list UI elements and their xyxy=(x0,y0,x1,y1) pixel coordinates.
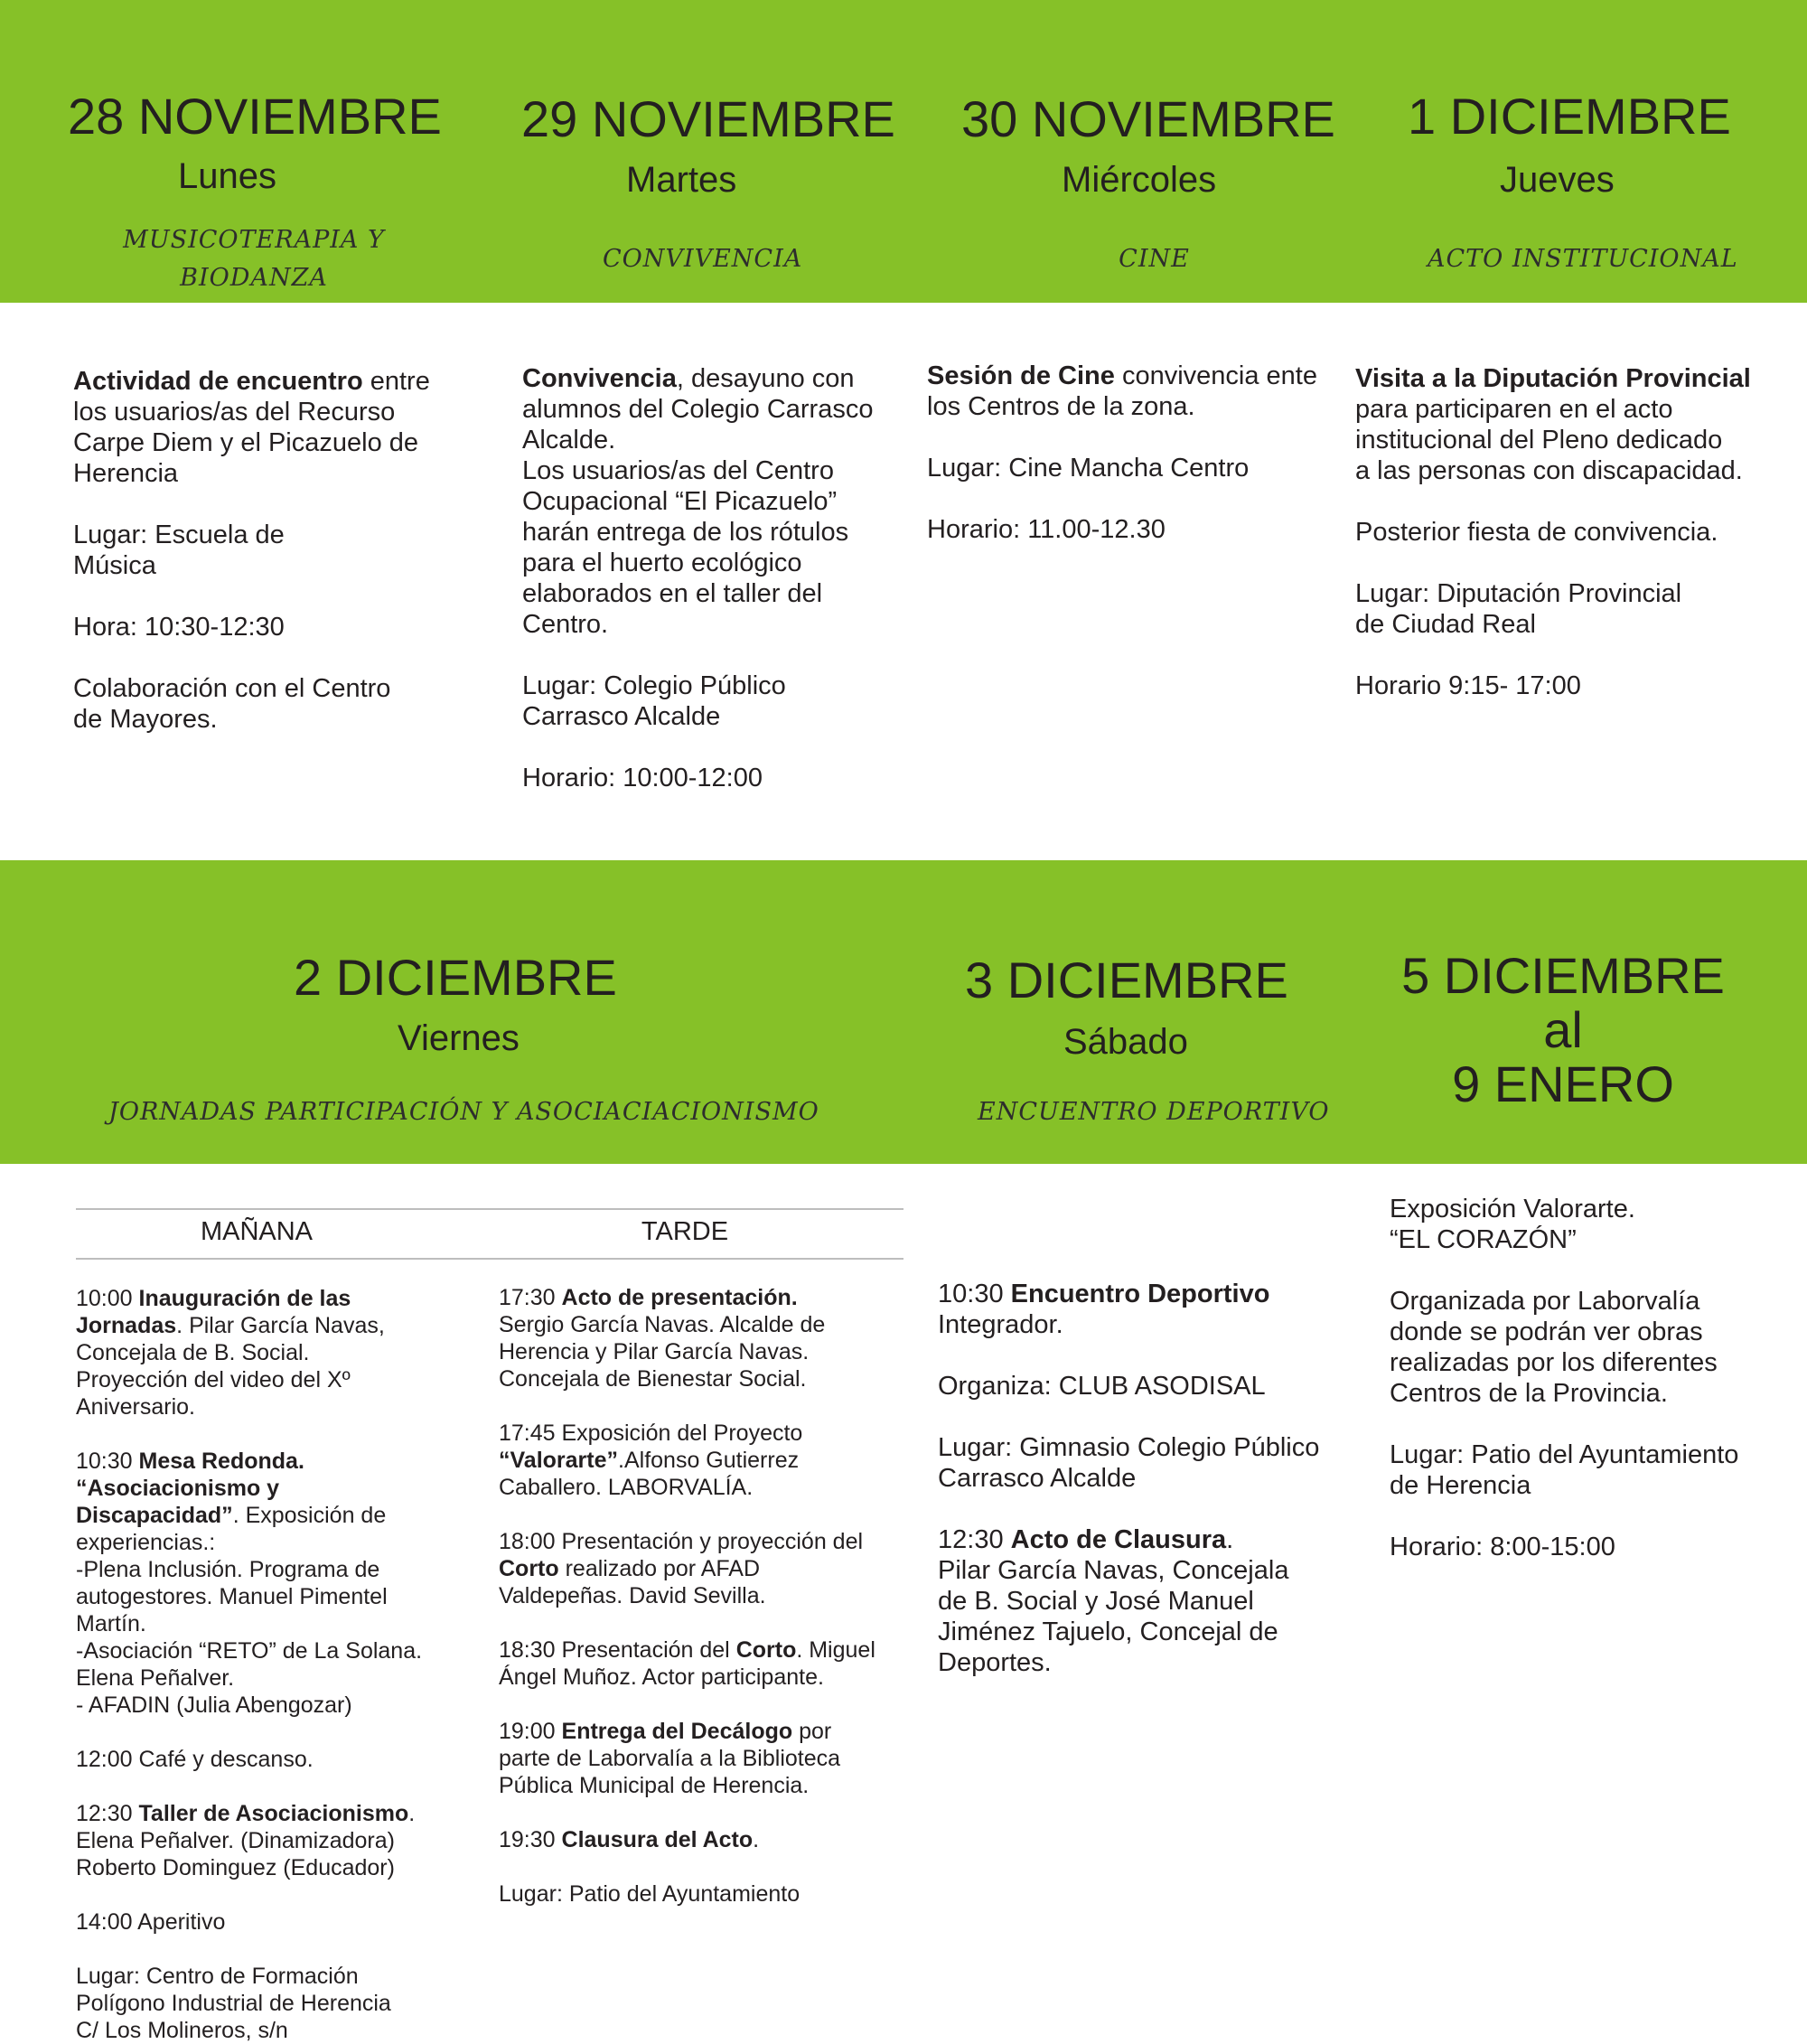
text: convivencia ente los Centros de la zona. xyxy=(927,361,1317,421)
paragraph xyxy=(522,763,873,793)
paragraph xyxy=(1390,1439,1738,1501)
paragraph xyxy=(499,1420,875,1501)
paragraph xyxy=(927,453,1317,483)
text: Integrador. xyxy=(938,1310,1063,1339)
text: . Exposición de experiencias.: -Plena Inclusión. Programa de autogestores. Manuel Pimentel Martín. -Asociación “RETO” de La Solana. Elena Peñalver. - AFADIN (Julia Abengozar) xyxy=(76,1503,423,1718)
date-29-noviembre: 29 NOVIEMBRE xyxy=(521,90,895,147)
bold-text: Entrega del Decálogo xyxy=(561,1719,793,1744)
text: Lugar: Patio del Ayuntamiento xyxy=(499,1881,801,1907)
theme-encuentro-deportivo: ENCUENTRO DEPORTIVO xyxy=(978,1098,1330,1126)
paragraph xyxy=(927,361,1317,422)
paragraph xyxy=(73,612,430,642)
weekday-sabado: Sábado xyxy=(1063,1022,1188,1062)
text: por parte de Laborvalía a la Biblioteca Pública Municipal de Herencia. xyxy=(499,1719,841,1798)
text: entre los usuarios/as del Recurso Carpe Diem y el Picazuelo de Herencia xyxy=(73,367,430,488)
text: Lugar: Centro de Formación Polígono Industrial de Herencia C/ Los Molineros, s/n xyxy=(76,1964,391,2043)
paragraph xyxy=(522,363,873,640)
weekday-lunes: Lunes xyxy=(178,156,276,196)
program-tarde xyxy=(499,1284,875,1908)
theme-cine: CINE xyxy=(1119,245,1190,273)
paragraph xyxy=(73,520,430,581)
text: Lugar: Cine Mancha Centro xyxy=(927,454,1250,483)
paragraph xyxy=(499,1880,875,1908)
program-30-noviembre xyxy=(927,361,1317,545)
program-3-diciembre xyxy=(938,1279,1319,1678)
paragraph xyxy=(927,514,1317,545)
date-line: 5 DICIEMBRE xyxy=(1401,947,1725,1004)
date-30-noviembre: 30 NOVIEMBRE xyxy=(961,90,1335,147)
program-29-noviembre xyxy=(522,363,873,793)
bold-text: Corto xyxy=(735,1637,797,1663)
text: Exposición Valorarte. “EL CORAZÓN” xyxy=(1390,1195,1635,1254)
bold-text: Mesa Redonda. “Asociacionismo y Discapacidad” xyxy=(76,1449,304,1528)
bold-text: Acto de presentación. xyxy=(561,1285,798,1310)
text: Horario: 10:00-12:00 xyxy=(522,764,763,792)
text: 12:30 xyxy=(76,1801,139,1826)
text: Organiza: CLUB ASODISAL xyxy=(938,1372,1266,1401)
bold-text: Actividad de encuentro xyxy=(73,367,363,396)
text: .Alfonso Gutierrez Caballero. LABORVALÍA. xyxy=(499,1448,800,1500)
paragraph xyxy=(76,1800,422,1881)
text: realizado por AFAD Valdepeñas. David Sevilla. xyxy=(499,1556,766,1608)
text: Organizada por Laborvalía donde se podrán ver obras realizadas por los diferentes Centros de la Provincia. xyxy=(1390,1287,1718,1408)
text: Horario 9:15- 17:00 xyxy=(1355,671,1581,700)
text: Horario: 11.00-12.30 xyxy=(927,515,1166,544)
text: Hora: 10:30-12:30 xyxy=(73,613,285,642)
text: Lugar: Colegio Público Carrasco Alcalde xyxy=(522,671,786,731)
program-28-noviembre xyxy=(73,366,430,735)
theme-jornadas: JORNADAS PARTICIPACIÓN Y ASOCIACIACIONISMO xyxy=(108,1098,819,1126)
weekday-jueves: Jueves xyxy=(1500,160,1615,200)
paragraph xyxy=(1355,517,1751,548)
date-5-diciembre-9-enero xyxy=(1391,949,1735,1111)
bold-text: Visita a la Diputación Provincial xyxy=(1355,364,1751,393)
paragraph xyxy=(938,1432,1319,1494)
paragraph xyxy=(938,1524,1319,1678)
text: 18:30 Presentación del xyxy=(499,1637,736,1663)
paragraph xyxy=(76,1448,422,1719)
text: 12:00 Café y descanso. xyxy=(76,1747,314,1772)
weekday-martes: Martes xyxy=(626,160,737,200)
date-2-diciembre: 2 DICIEMBRE xyxy=(294,949,617,1006)
paragraph xyxy=(1355,363,1751,486)
paragraph xyxy=(1390,1194,1738,1255)
bold-text: Taller de Asociacionismo xyxy=(138,1801,409,1826)
text: Lugar: Gimnasio Colegio Público Carrasco Alcalde xyxy=(938,1433,1320,1493)
text: 10:30 xyxy=(76,1449,139,1474)
program-manana xyxy=(76,1285,422,2044)
bold-text: Sesión de Cine xyxy=(927,361,1115,390)
text: . Pilar García Navas, Concejala de B. Social y José Manuel Jiménez Tajuelo, Concejal de Deportes. xyxy=(938,1525,1289,1677)
text: . Miguel Ángel Muñoz. Actor participante. xyxy=(499,1637,875,1690)
paragraph xyxy=(938,1279,1319,1340)
text: 17:30 xyxy=(499,1285,562,1310)
weekday-miercoles: Miércoles xyxy=(1062,160,1217,200)
paragraph xyxy=(499,1826,875,1853)
date-1-diciembre: 1 DICIEMBRE xyxy=(1408,88,1731,145)
paragraph xyxy=(76,1963,422,2044)
paragraph xyxy=(499,1718,875,1799)
text: . Elena Peñalver. (Dinamizadora) Roberto Dominguez (Educador) xyxy=(76,1801,416,1880)
text: para participaren en el acto institucional del Pleno dedicado a las personas con discapacidad. xyxy=(1355,395,1743,485)
column-header-tarde: TARDE xyxy=(641,1217,729,1246)
text: 17:45 Exposición del Proyecto xyxy=(499,1420,803,1446)
text: 10:30 xyxy=(938,1280,1011,1308)
text: , desayuno con alumnos del Colegio Carrasco Alcalde. Los usuarios/as del Centro Ocupacional “El Picazuelo” harán entrega de los rótulos para el huerto ecológico elaborados en el taller del Centro. xyxy=(522,364,874,639)
theme-acto-institucional: ACTO INSTITUCIONAL xyxy=(1428,245,1738,273)
bold-text: Convivencia xyxy=(522,364,677,393)
text: Colaboración con el Centro de Mayores. xyxy=(73,674,391,734)
paragraph xyxy=(73,673,430,735)
bold-text: Corto xyxy=(499,1556,559,1581)
date-3-diciembre: 3 DICIEMBRE xyxy=(965,952,1288,1008)
bold-text: Inauguración de las Jornadas xyxy=(76,1286,351,1338)
text: Horario: 8:00-15:00 xyxy=(1390,1533,1615,1561)
paragraph xyxy=(1390,1286,1738,1409)
weekday-viernes: Viernes xyxy=(398,1018,520,1058)
paragraph xyxy=(499,1284,875,1392)
text: 10:00 xyxy=(76,1286,139,1311)
date-28-noviembre: 28 NOVIEMBRE xyxy=(68,88,442,145)
divider-top xyxy=(76,1208,904,1210)
paragraph xyxy=(1390,1532,1738,1562)
paragraph xyxy=(73,366,430,489)
text: Lugar: Diputación Provincial de Ciudad Real xyxy=(1355,579,1682,639)
paragraph xyxy=(76,1746,422,1773)
text: 19:30 xyxy=(499,1827,562,1852)
paragraph xyxy=(522,670,873,732)
paragraph xyxy=(1355,578,1751,640)
date-line: al xyxy=(1543,1001,1583,1058)
theme-line: BIODANZA xyxy=(180,264,328,292)
bold-text: “Valorarte” xyxy=(499,1448,619,1473)
date-line: 9 ENERO xyxy=(1452,1055,1674,1112)
text: . Pilar García Navas, Concejala de B. Social. Proyección del video del Xº Aniversario. xyxy=(76,1313,385,1420)
paragraph xyxy=(76,1285,422,1420)
text: . xyxy=(753,1827,760,1852)
theme-musicoterapia xyxy=(123,221,385,297)
bold-text: Clausura del Acto xyxy=(561,1827,754,1852)
bold-text: Acto de Clausura xyxy=(1010,1525,1227,1554)
text: 19:00 xyxy=(499,1719,562,1744)
text: Lugar: Escuela de Música xyxy=(73,520,285,580)
paragraph xyxy=(499,1636,875,1691)
text: Lugar: Patio del Ayuntamiento de Herencia xyxy=(1390,1440,1739,1500)
theme-line: MUSICOTERAPIA Y xyxy=(123,226,385,254)
text: Sergio García Navas. Alcalde de Herencia y Pilar García Navas. Concejala de Bienestar Social. xyxy=(499,1312,826,1392)
divider-bottom xyxy=(76,1258,904,1260)
paragraph xyxy=(938,1371,1319,1402)
paragraph xyxy=(499,1528,875,1609)
text: Posterior fiesta de convivencia. xyxy=(1355,518,1718,547)
program-5-diciembre xyxy=(1390,1194,1738,1562)
bold-text: Encuentro Deportivo xyxy=(1010,1280,1270,1308)
program-1-diciembre xyxy=(1355,363,1751,701)
text: 14:00 Aperitivo xyxy=(76,1909,226,1935)
column-header-manana: MAÑANA xyxy=(200,1217,314,1246)
text: 12:30 xyxy=(938,1525,1011,1554)
paragraph xyxy=(76,1908,422,1936)
paragraph xyxy=(1355,670,1751,701)
theme-convivencia: CONVIVENCIA xyxy=(603,245,803,273)
text: 18:00 Presentación y proyección del xyxy=(499,1529,864,1554)
